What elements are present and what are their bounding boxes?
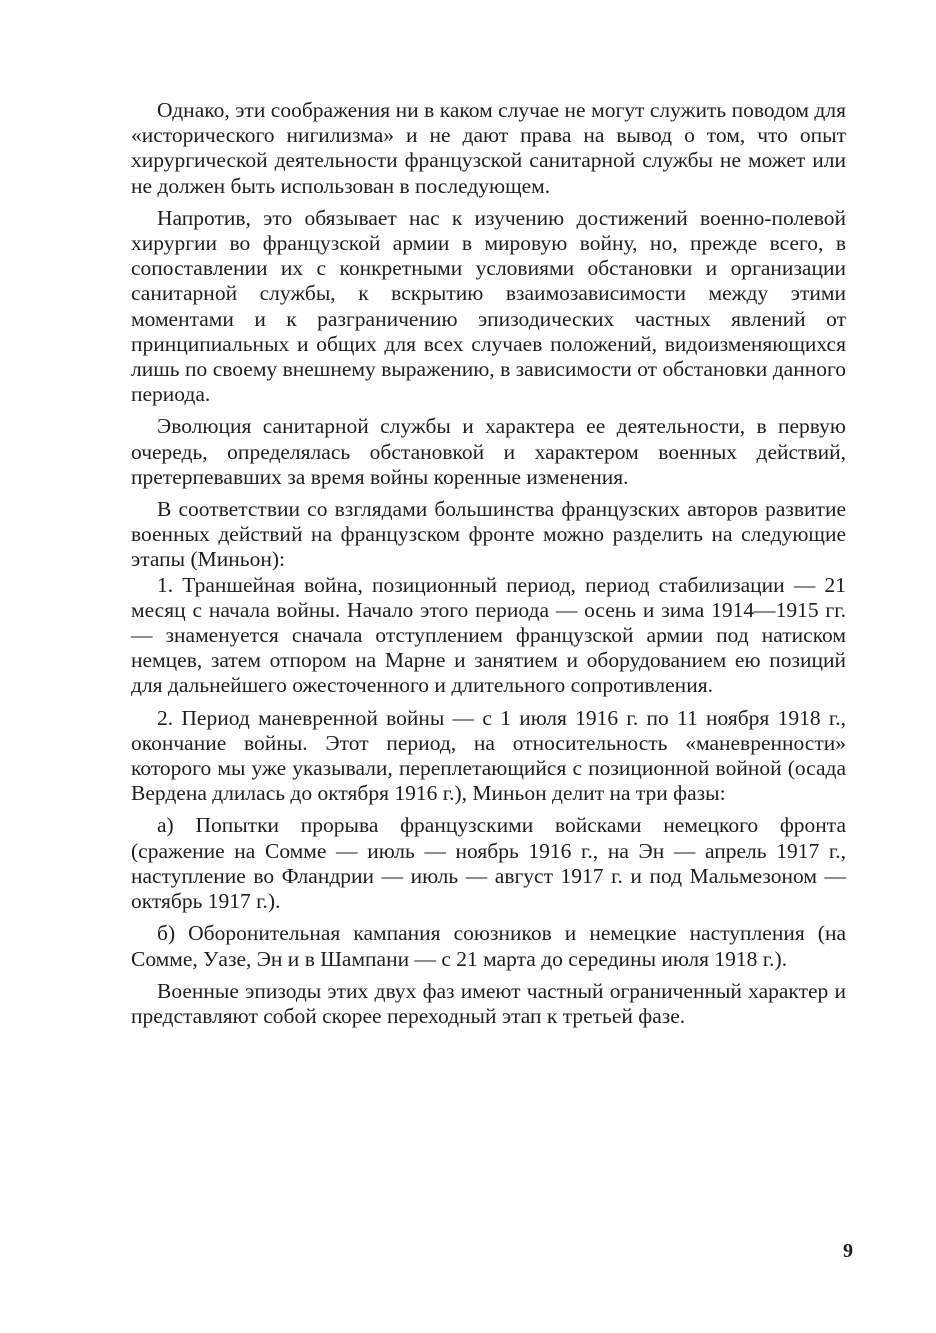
paragraph-2: Напротив, это обязывает нас к изучению достижений военно-полевой хирургии во французской армии в мировую войну, но, прежде всего, в сопоставлении их с конкретными условиями обстановки и организации санитарной службы, к вскрытию взаимозависимости между этими моментами и к разграничению эпизодических частных явлений от принципиальных и общих для всех случаев положений, видоизменяющихся лишь по своему внешнему выражению, в зависимости от обстановки данного периода. xyxy=(131,205,846,407)
paragraph-6: 2. Период маневренной войны — с 1 июля 1916 г. по 11 ноября 1918 г., окончание войны. Этот период, на относительность «маневренности» которого мы уже указывали, переплетающийся с позиционной войной (осада Вердена длилась до октября 1916 г.), Миньон делит на три фазы: xyxy=(131,705,846,806)
paragraph-4: В соответствии со взглядами большинства французских авторов развитие военных действий на французском фронте можно разделить на следующие этапы (Миньон): xyxy=(131,497,846,572)
paragraph-8: б) Оборонительная кампания союзников и немецкие наступления (на Сомме, Уазе, Эн и в Шампани — с 21 марта до середины июля 1918 г.). xyxy=(131,921,846,971)
page-number: 9 xyxy=(843,1240,853,1262)
paragraph-1: Однако, эти соображения ни в каком случае не могут служить поводом для «исторического нигилизма» и не дают права на вывод о том, что опыт хирургической деятельности французской санитарной службы не может или не должен быть использован в последующем. xyxy=(131,98,846,198)
body-text xyxy=(131,98,846,1029)
paragraph-7: а) Попытки прорыва французскими войсками немецкого фронта (сражение на Сомме — июль — ноябрь 1916 г., на Эн — апрель 1917 г., наступление во Фландрии — июль — август 1917 г. и под Мальмезоном — октябрь 1917 г.). xyxy=(131,813,846,914)
paragraph-9: Военные эпизоды этих двух фаз имеют частный ограниченный характер и представляют собой скорее переходный этап к третьей фазе. xyxy=(131,978,846,1028)
paragraph-5: 1. Траншейная война, позиционный период, период стабилизации — 21 месяц с начала войны. Начало этого периода — осень и зима 1914—1915 гг. — знаменуется сначала отступлением французской армии под натиском немцев, затем отпором на Марне и занятием и оборудованием ею позиций для дальнейшего ожесточенного и длительного сопротивления. xyxy=(131,572,846,698)
paragraph-3: Эволюция санитарной службы и характера ее деятельности, в первую очередь, определялась обстановкой и характером военных действий, претерпевавших за время войны коренные изменения. xyxy=(131,414,846,489)
